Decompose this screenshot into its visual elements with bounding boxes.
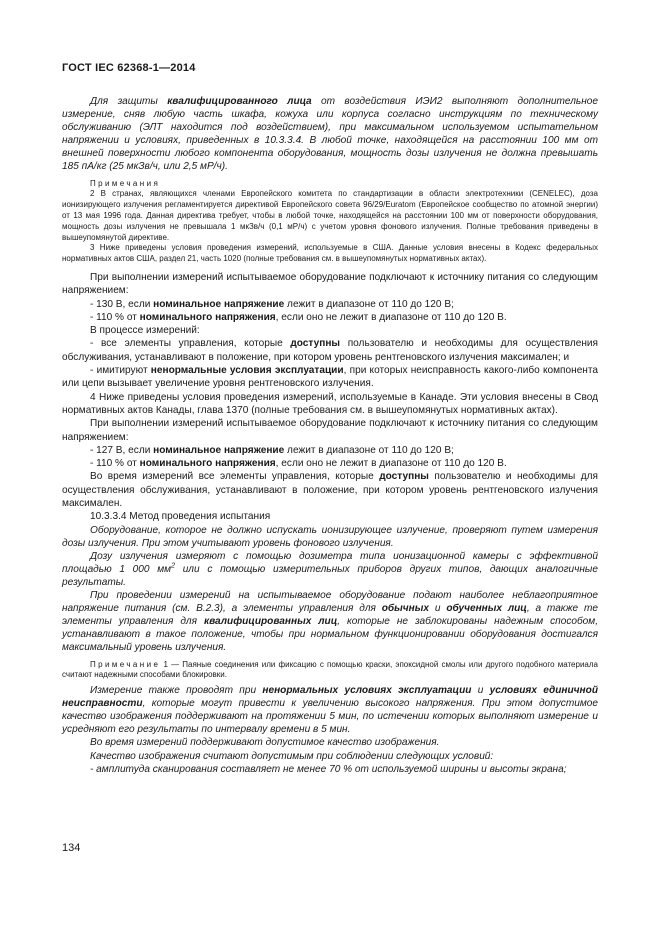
standard-header: ГОСТ IEC 62368-1—2014 — [62, 62, 196, 74]
us-list-item-2: - 110 % от номинального напряжения, если оно не лежит в диапазоне от 110 до 120 В. — [90, 311, 507, 323]
note-2: 2 В странах, являющихся членами Европейского комитета по стандартизации в области электротехники (CENELEC), доза ионизирующего излучения регламентируется директивой Европейского совета 96/29/Euratom (Европейское сообщество по атомной энергии) от 13 мая 1996 года. Данная директива требует, чтобы в любой точке, находящейся на расстоянии 100 мм от поверхности оборудования, мощность дозы излучения не превышала 1 мкЗв/ч (0,1 мР/ч) с учетом уровня фонового излучения. Полные требования приведены в вышеупомянутой директиве. — [62, 189, 598, 242]
method-paragraph-1: Оборудование, которое не должно испускать ионизирующее излучение, проверяют путем измерения дозы излучения. При этом учитывают уровень фонового излучения. — [62, 524, 598, 549]
us-supply-paragraph: При выполнении измерений испытываемое оборудование подключают к источнику питания со следующим напряжением: — [62, 271, 598, 297]
canada-supply-paragraph: При выполнении измерений испытываемое оборудование подключают к источнику питания со следующим напряжением: — [62, 418, 598, 443]
page-number: 134 — [62, 842, 81, 854]
note-3: 3 Ниже приведены условия проведения измерений, используемые в США. Данные условия внесены в Кодекс федеральных нормативных актов США, раздел 21, часть 1020 (полные требования см. в вышеупомянутых нормативных актах). — [62, 243, 598, 264]
canada-controls-paragraph: Во время измерений все элементы управления, которые доступны пользователю и необходимы для осуществления обслуживания, устанавливают в положение, при котором уровень рентгеновского излучения максимален. — [62, 471, 598, 509]
method-paragraph-2: Дозу излучения измеряют с помощью дозиметра типа ионизационной камеры с эффективной площадью 1 000 $мм^2$ или с помощью измерительных приборов других типов, дающих аналогичные результаты. — [62, 550, 598, 588]
final-paragraph-3: Качество изображения считают допустимым при соблюдении следующих условий: — [90, 750, 494, 762]
canada-list-item-1: - 127 В, если номинальное напряжение лежит в диапазоне от 110 до 120 В; — [90, 444, 454, 456]
notes-heading: Примечания — [90, 178, 161, 188]
us-list-item-3: - все элементы управления, которые доступны пользователю и необходимы для осуществления обслуживания, устанавливают в положение, при котором уровень рентгеновского излучения максимален; и — [62, 338, 598, 363]
note-4: 4 Ниже приведены условия проведения измерений, используемые в Канаде. Эти условия внесены в Свод нормативных актов Канады, глава 1370 (полные требования см. в вышеупомянутых нормативных актах). — [62, 391, 598, 416]
final-paragraph-1: Измерение также проводят при ненормальных условиях эксплуатации и условиях единичной неисправности, которые могут привести к увеличению высокого напряжения. При этом допустимое качество изображения поддерживают на протяжении 5 мин, по истечении которых выполняют измерение и усредняют его результаты по интервалу времени в 5 мин. — [62, 685, 598, 736]
method-paragraph-3: При проведении измерений на испытываемое оборудование подают наиболее неблагоприятное напряжение питания (см. В.2.3), а элементы управления для обычных и обученных лиц, а также те элементы управления для квалифицированных лиц, которые не заблокированы надежным способом, устанавливают в такое положение, чтобы при нормальном функционировании оборудования достигался максимальный уровень излучения. — [62, 590, 598, 654]
note-1: Примечание 1 — Паяные соединения или фиксацию с помощью краски, эпоксидной смолы или другого подобного материала считают надежными способами блокировки. — [62, 659, 598, 680]
final-paragraph-2: Во время измерений поддерживают допустимое качество изображения. — [90, 737, 440, 749]
intro-paragraph: Для защиты квалифицированного лица от воздействия ИЭИ2 выполняют дополнительное измерение, сняв любую часть шкафа, кожуха или корпуса согласно инструкциям по техническому обслуживанию (ЭЛТ находится под воздействием), при максимальном используемом испытательном напряжении и условиях, приведенных в 10.3.3.4. В любой точке, находящейся на расстоянии 100 мм от внешней поверхности любого компонента оборудования, мощность дозы излучения не должна превышать 185 пА/кг (25 мкЗв/ч, или 2,5 мР/ч). — [62, 96, 598, 173]
us-during-measurement: В процессе измерений: — [90, 325, 200, 337]
canada-list-item-2: - 110 % от номинального напряжения, если оно не лежит в диапазоне от 110 до 120 В. — [90, 458, 507, 470]
us-list-item-4: - имитируют ненормальные условия эксплуатации, при которых неисправность какого-либо компонента или цепи вызывает увеличение уровня рентгеновского излучения. — [62, 365, 599, 390]
us-list-item-1: - 130 В, если номинальное напряжение лежит в диапазоне от 110 до 120 В; — [90, 298, 454, 310]
section-heading: 10.3.3.4 Метод проведения испытания — [90, 511, 271, 523]
page-content — [62, 95, 598, 776]
final-list-item: - амплитуда сканирования составляет не менее 70 % от используемой ширины и высоты экрана; — [90, 763, 567, 775]
